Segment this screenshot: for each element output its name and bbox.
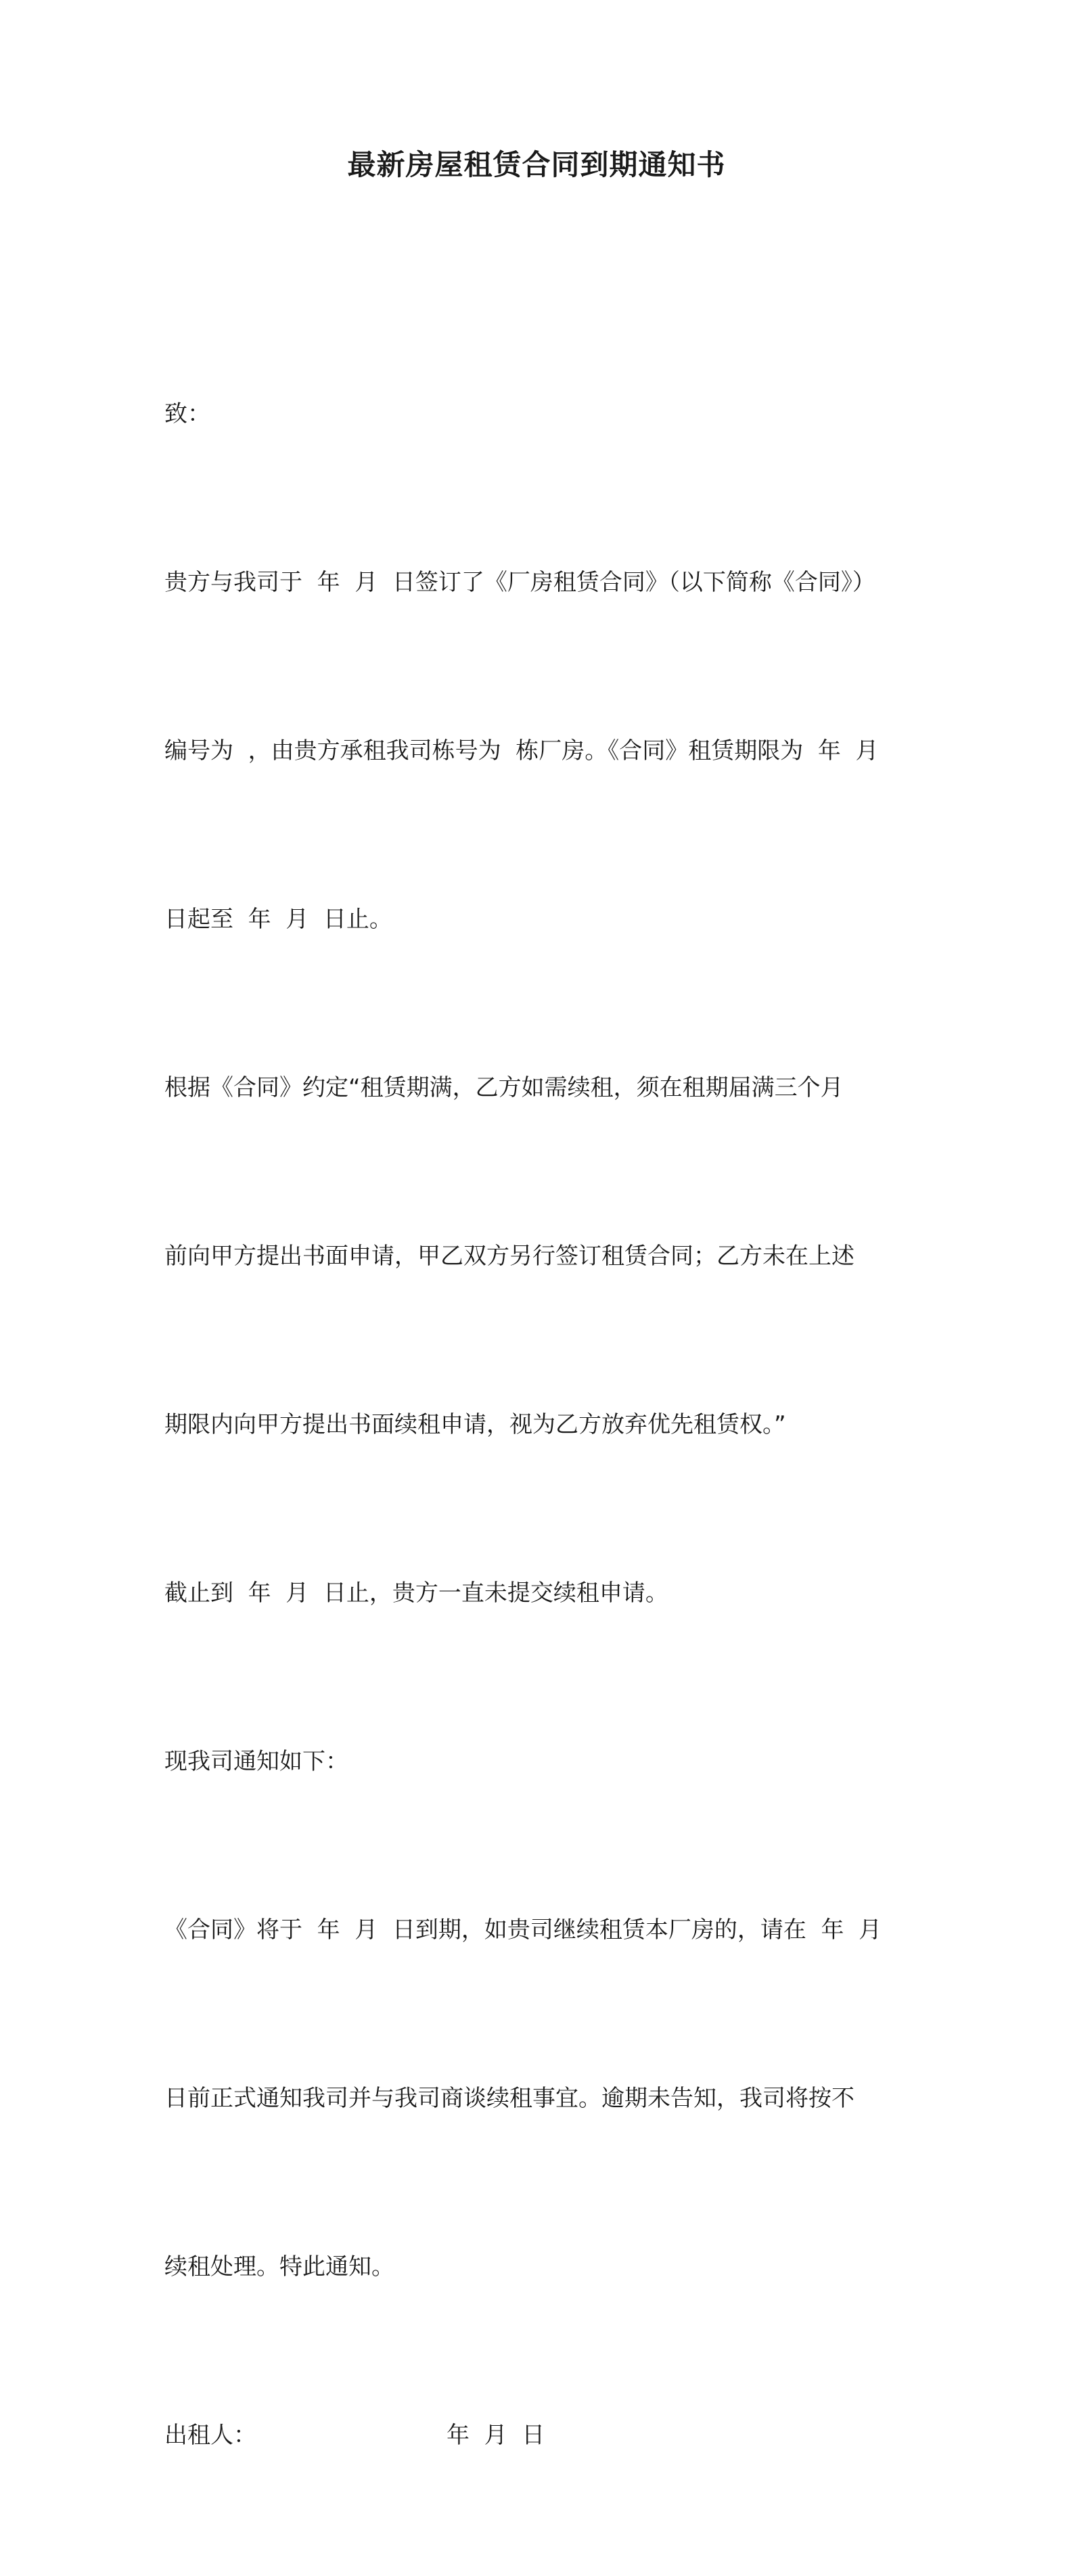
- paragraph-line: 日起至 年 月 日止。: [164, 906, 392, 933]
- paragraph-line: 贵方与我司于 年 月 日签订了《厂房租赁合同》（以下简称《合同》）: [164, 569, 875, 596]
- paragraph-line: 截止到 年 月 日止，贵方一直未提交续租申请。: [164, 1580, 668, 1607]
- paragraph-line: 续租处理。特此通知。: [164, 2253, 394, 2280]
- salutation-line: 致：: [164, 400, 210, 428]
- signature-line: 出租人： 年 月 日: [164, 2422, 545, 2449]
- paragraph-line: 现我司通知如下：: [164, 1748, 348, 1775]
- document-title: 最新房屋租赁合同到期通知书: [347, 148, 726, 181]
- paragraph-line: 《合同》将于 年 月 日到期，如贵司继续租赁本厂房的，请在 年 月: [164, 1916, 882, 1944]
- paragraph-line: 编号为 ，由贵方承租我司栋号为 栋厂房。《合同》租赁期限为 年 月: [164, 737, 879, 764]
- paragraph-line: 日前正式通知我司并与我司商谈续租事宜。逾期未告知，我司将按不: [164, 2085, 854, 2112]
- document-body: [164, 274, 922, 2576]
- paragraph-line: 前向甲方提出书面申请，甲乙双方另行签订租赁合同；乙方未在上述: [164, 1243, 854, 1270]
- paragraph-line: 期限内向甲方提出书面续租申请，视为乙方放弃优先租赁权。”: [164, 1411, 786, 1438]
- paragraph-line: 根据《合同》约定“租赁期满，乙方如需续租，须在租期届满三个月: [164, 1074, 844, 1101]
